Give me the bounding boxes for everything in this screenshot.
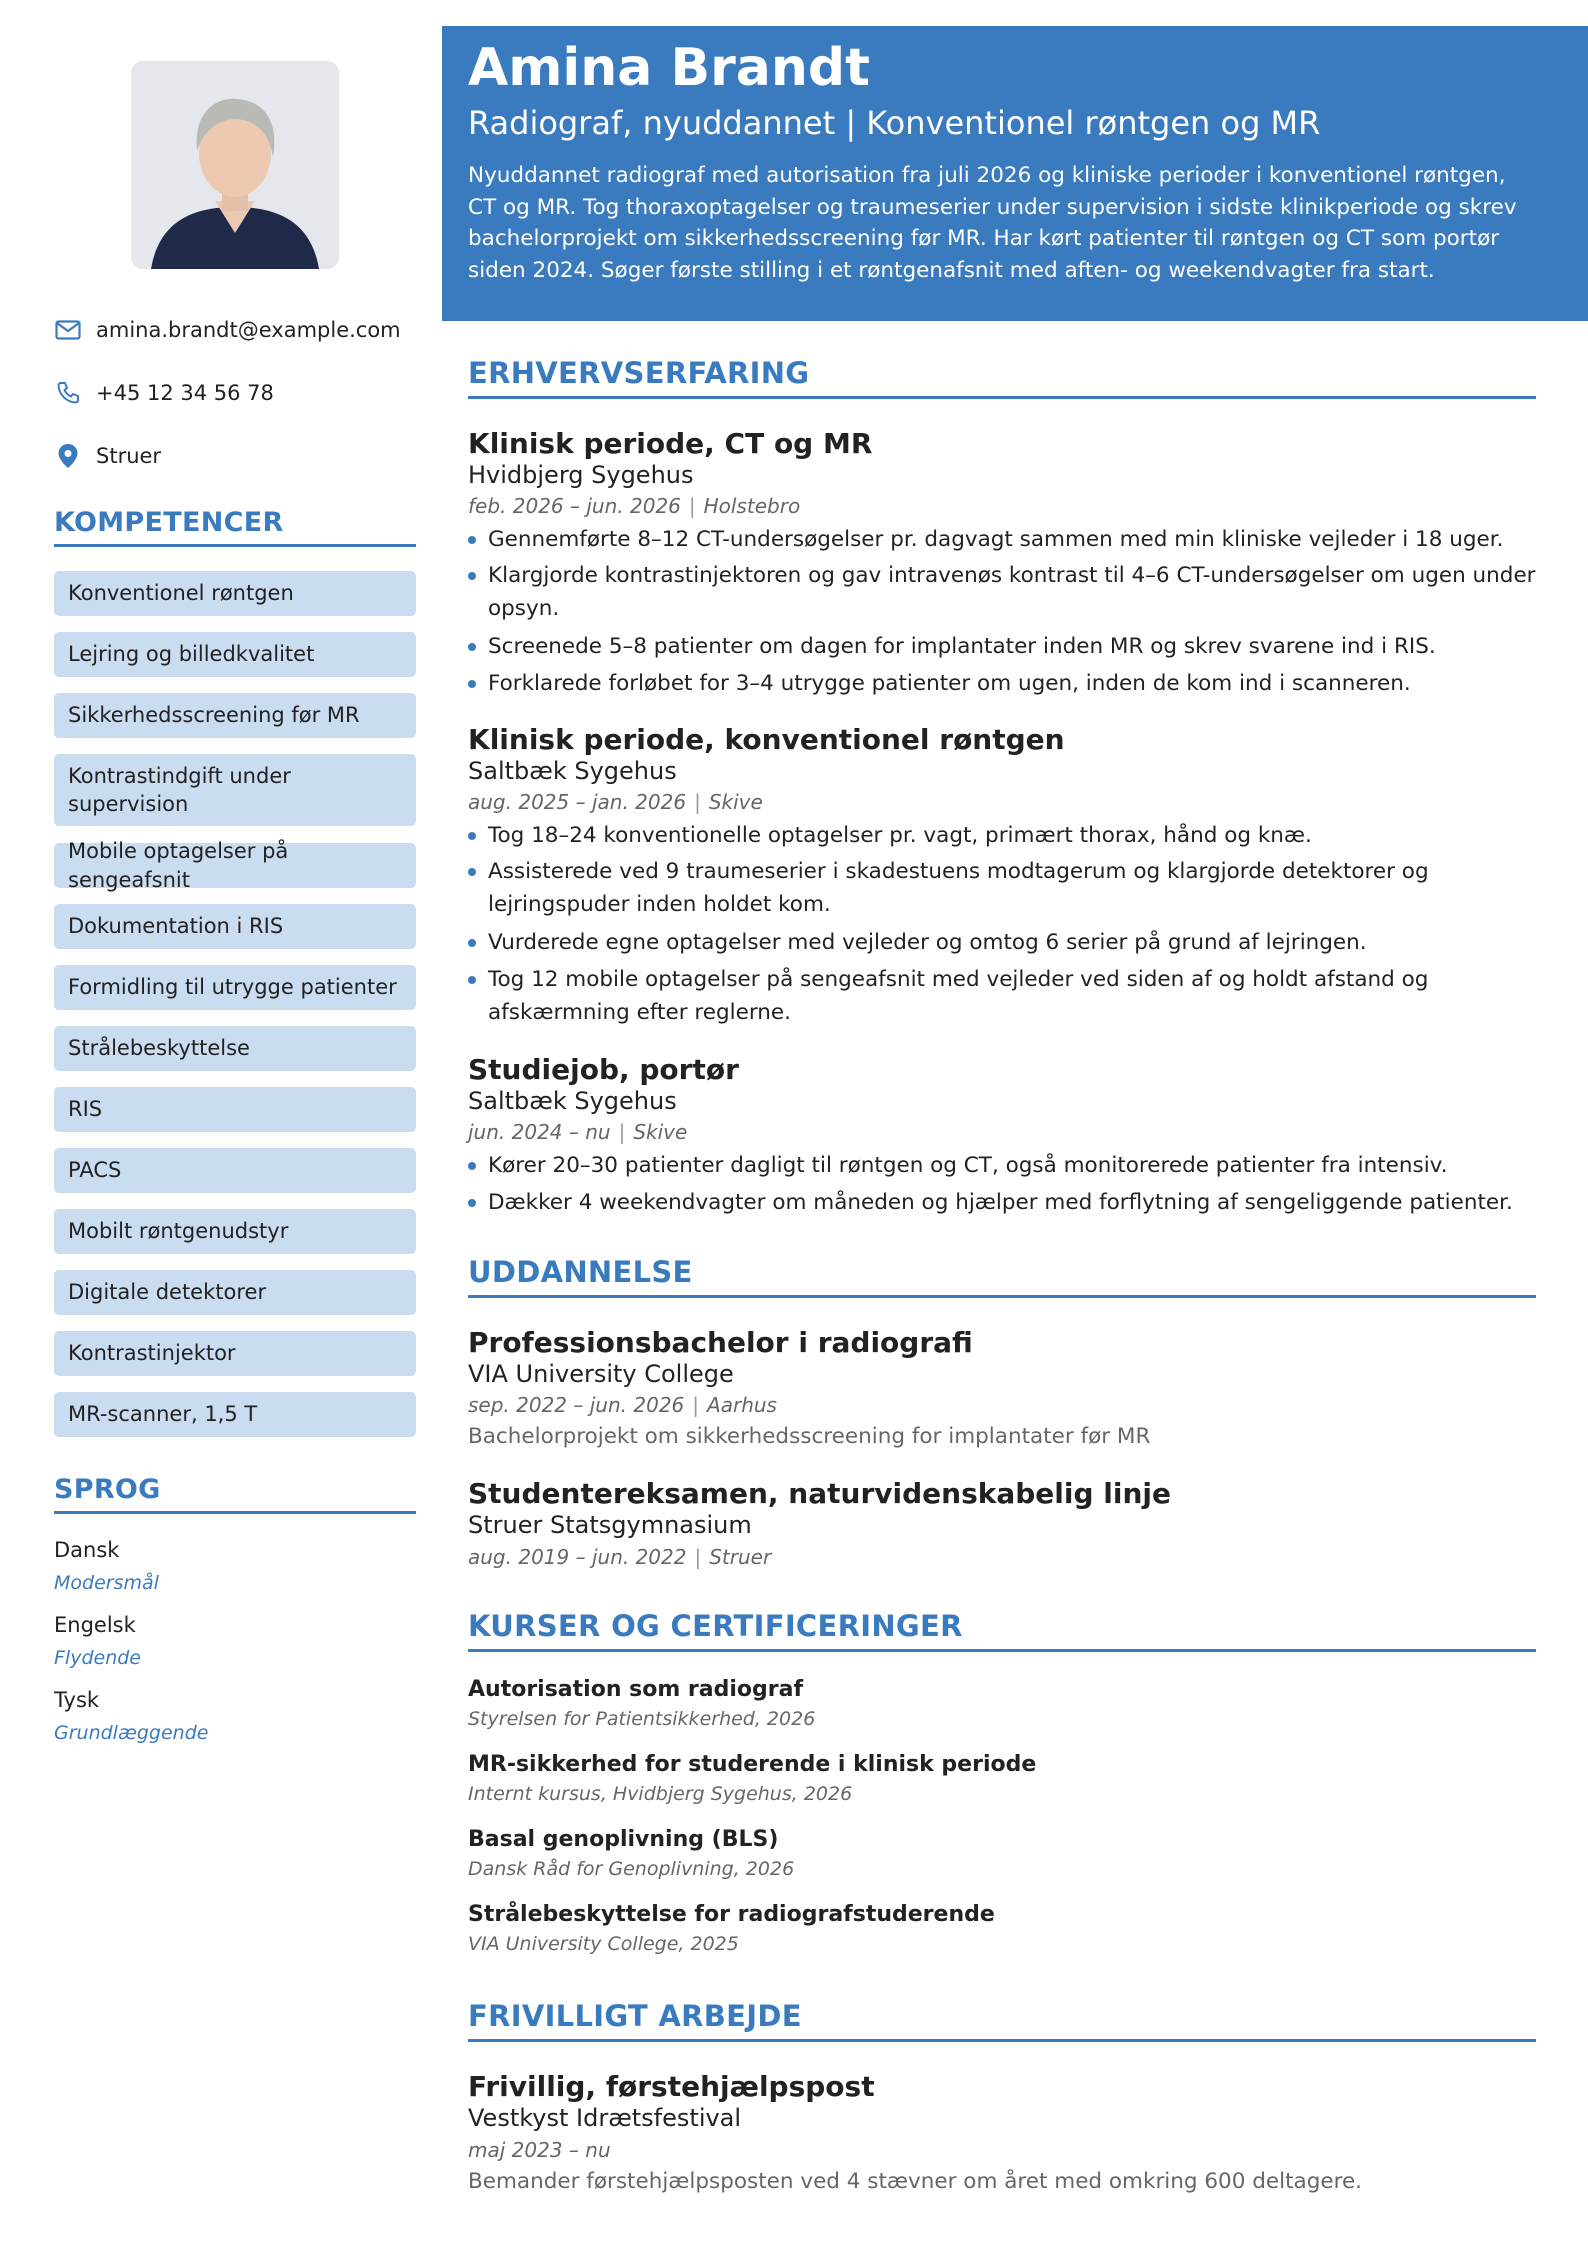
- education-dates: sep. 2022 – jun. 2026: [468, 1393, 685, 1417]
- course-info: VIA University College, 2025: [468, 1933, 739, 1955]
- skill-chip: Strålebeskyttelse: [54, 1026, 416, 1071]
- volunteer-title: Frivillig, førstehjælpspost: [468, 2070, 875, 2103]
- skill-chip: Kontrastinjektor: [54, 1331, 416, 1376]
- education-desc: Bachelorprojekt om sikkerhedsscreening for implantater før MR: [468, 1424, 1151, 1449]
- job-org: Saltbæk Sygehus: [468, 757, 677, 785]
- job-org: Hvidbjerg Sygehus: [468, 461, 694, 489]
- course-info: Internt kursus, Hvidbjerg Sygehus, 2026: [468, 1783, 853, 1805]
- skill-chip: Formidling til utrygge patienter: [54, 965, 416, 1010]
- course-title: Strålebeskyttelse for radiografstuderende: [468, 1902, 995, 1927]
- job-dates: aug. 2025 – jan. 2026: [468, 790, 687, 814]
- volunteer-dates: maj 2023 – nu: [468, 2138, 611, 2162]
- education-heading: UDDANNELSE: [468, 1255, 1536, 1298]
- job-dates: feb. 2026 – jun. 2026: [468, 494, 681, 518]
- job-bullet: Assisterede ved 9 traumeserier i skadestuens modtagerum og klargjorde detektorer og lejringspuder inden holdet kom.: [468, 855, 1536, 921]
- skill-chip: Konventionel røntgen: [54, 571, 416, 616]
- email-text: amina.brandt@example.com: [96, 318, 401, 342]
- education-org: Struer Statsgymnasium: [468, 1511, 752, 1539]
- candidate-title: Radiograf, nyuddannet | Konventionel røntgen og MR: [468, 104, 1321, 142]
- job-bullet: Dækker 4 weekendvagter om måneden og hjælper med forflytning af sengeliggende patienter.: [468, 1186, 1536, 1219]
- job-title: Klinisk periode, konventionel røntgen: [468, 723, 1065, 756]
- job-bullet: Vurderede egne optagelser med vejleder og omtog 6 serier på grund af lejringen.: [468, 926, 1536, 959]
- job-bullet: Forklarede forløbet for 3–4 utrygge patienter om ugen, inden de kom ind i scanneren.: [468, 667, 1536, 700]
- job-bullet: Gennemførte 8–12 CT-undersøgelser pr. dagvagt sammen med min kliniske vejleder i 18 uger.: [468, 523, 1536, 556]
- skill-chip: Digitale detektorer: [54, 1270, 416, 1315]
- phone-icon: [54, 379, 82, 407]
- job-org: Saltbæk Sygehus: [468, 1087, 677, 1115]
- job-meta: [468, 494, 800, 518]
- header-banner: [442, 26, 1588, 321]
- map-pin-icon: [54, 442, 82, 470]
- volunteer-desc: Bemander førstehjælpsposten ved 4 stævner om året med omkring 600 deltagere.: [468, 2169, 1363, 2194]
- meta-separator: |: [694, 1545, 702, 1569]
- profile-photo: [131, 61, 339, 269]
- job-bullet: Screenede 5–8 patienter om dagen for implantater inden MR og skrev svarene ind i RIS.: [468, 630, 1536, 663]
- languages-heading: SPROG: [54, 1474, 416, 1514]
- job-title: Studiejob, portør: [468, 1053, 739, 1086]
- envelope-icon: [54, 316, 82, 344]
- skills-heading: KOMPETENCER: [54, 507, 416, 547]
- volunteer-org: Vestkyst Idrætsfestival: [468, 2104, 742, 2132]
- contact-phone[interactable]: [54, 378, 416, 408]
- education-dates: aug. 2019 – jun. 2022: [468, 1545, 687, 1569]
- skill-chip: Kontrastindgift under supervision: [54, 754, 416, 826]
- language-level: Grundlæggende: [54, 1722, 209, 1744]
- profile-summary: Nyuddannet radiograf med autorisation fra juli 2026 og kliniske perioder i konventionel røntgen, CT og MR. Tog thoraxoptagelser og traumeserier under supervision i sidste klinikperiode og skrev bachelorprojekt om sikkerhedsscreening før MR. Har kørt patienter til røntgen og CT som portør siden 2024. Søger første stilling i et røntgenafsnit med aften- og weekendvagter fra start.: [468, 163, 1517, 283]
- job-meta: [468, 790, 763, 814]
- contact-email[interactable]: [54, 315, 416, 345]
- course-info: Dansk Råd for Genoplivning, 2026: [468, 1858, 795, 1880]
- volunteer-heading: FRIVILLIGT ARBEJDE: [468, 1999, 1536, 2042]
- job-place: Skive: [708, 790, 763, 814]
- education-place: Aarhus: [707, 1393, 777, 1417]
- education-org: VIA University College: [468, 1360, 734, 1388]
- education-title: Studentereksamen, naturvidenskabelig linje: [468, 1477, 1171, 1510]
- course-title: Autorisation som radiograf: [468, 1677, 804, 1702]
- education-title: Professionsbachelor i radiografi: [468, 1326, 973, 1359]
- meta-separator: |: [618, 1120, 626, 1144]
- skill-chip: Sikkerhedsscreening før MR: [54, 693, 416, 738]
- meta-separator: |: [688, 494, 696, 518]
- course-title: Basal genoplivning (BLS): [468, 1827, 779, 1852]
- course-info: Styrelsen for Patientsikkerhed, 2026: [468, 1708, 816, 1730]
- job-bullet: Tog 12 mobile optagelser på sengeafsnit med vejleder ved siden af og holdt afstand og afskærmning efter reglerne.: [468, 963, 1536, 1029]
- skill-chip: Mobile optagelser på sengeafsnit: [54, 843, 416, 888]
- course-title: MR-sikkerhed for studerende i klinisk periode: [468, 1752, 1037, 1777]
- meta-separator: |: [694, 790, 701, 814]
- job-dates: jun. 2024 – nu: [468, 1120, 611, 1144]
- experience-heading: ERHVERVSERFARING: [468, 356, 1536, 399]
- candidate-name: Amina Brandt: [468, 38, 870, 98]
- skill-chip: PACS: [54, 1148, 416, 1193]
- courses-heading: KURSER OG CERTIFICERINGER: [468, 1609, 1536, 1652]
- language-name: Dansk: [54, 1538, 120, 1562]
- skill-chip: Dokumentation i RIS: [54, 904, 416, 949]
- language-name: Tysk: [54, 1688, 100, 1712]
- portrait-image: [131, 61, 339, 269]
- language-level: Modersmål: [54, 1572, 159, 1594]
- education-meta: [468, 1393, 777, 1417]
- job-bullet: Tog 18–24 konventionelle optagelser pr. vagt, primært thorax, hånd og knæ.: [468, 819, 1536, 852]
- skill-chip: RIS: [54, 1087, 416, 1132]
- job-place: Skive: [633, 1120, 688, 1144]
- skill-chip: Lejring og billedkvalitet: [54, 632, 416, 677]
- location-text: Struer: [96, 444, 162, 468]
- language-name: Engelsk: [54, 1613, 136, 1637]
- job-title: Klinisk periode, CT og MR: [468, 427, 873, 460]
- job-bullet: Kører 20–30 patienter dagligt til røntgen og CT, også monitorerede patienter fra intensiv.: [468, 1149, 1536, 1182]
- education-meta: [468, 1545, 771, 1569]
- contact-location: [54, 441, 416, 471]
- phone-text: +45 12 34 56 78: [96, 381, 274, 405]
- job-bullet: Klargjorde kontrastinjektoren og gav intravenøs kontrast til 4–6 CT-undersøgelser om ugen under opsyn.: [468, 559, 1536, 625]
- education-place: Struer: [709, 1545, 772, 1569]
- meta-separator: |: [692, 1393, 700, 1417]
- job-meta: [468, 1120, 687, 1144]
- skill-chip: MR-scanner, 1,5 T: [54, 1392, 416, 1437]
- skill-chip: Mobilt røntgenudstyr: [54, 1209, 416, 1254]
- language-level: Flydende: [54, 1647, 141, 1669]
- job-place: Holstebro: [703, 494, 801, 518]
